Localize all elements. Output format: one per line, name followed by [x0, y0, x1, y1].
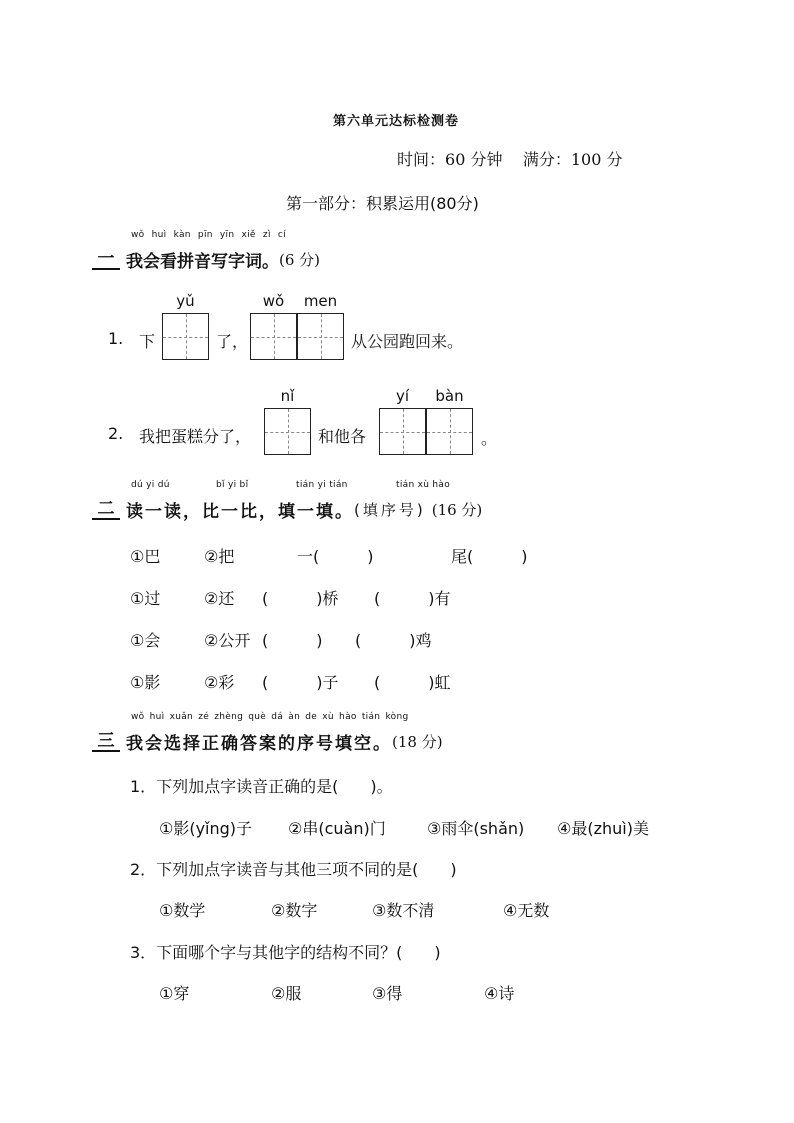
section3-title: 我会选择正确答案的序号填空。	[126, 734, 392, 754]
q1-writing-box-1[interactable]	[162, 313, 209, 360]
q2-writing-box-3[interactable]	[426, 408, 473, 455]
q1-pinyin-2a: wǒ	[262, 292, 285, 310]
s3-q2-opt3[interactable]: ③数不清	[372, 901, 435, 920]
section2-badge: 二	[92, 500, 120, 520]
q2-pinyin-1: nǐ	[280, 387, 295, 405]
section2-title: 读一读，比一比，填一填。	[126, 502, 354, 522]
section2-score: (16 分)	[431, 501, 483, 519]
section1-heading	[92, 247, 320, 272]
section1-score: (6 分)	[279, 251, 321, 269]
section1-title: 我会看拼音写字词。	[126, 252, 279, 272]
q2-suffix: 。	[481, 429, 498, 448]
s3-q1-opt4[interactable]: ④最(zhuì)美	[557, 819, 649, 838]
s2-row1-d[interactable]: 尾( )	[451, 547, 528, 566]
q1-number: 1.	[108, 329, 124, 348]
time-value: 60	[445, 150, 466, 169]
s2-row2-d[interactable]: ( )有	[374, 589, 451, 608]
s3-q2-opt2[interactable]: ②数字	[271, 901, 318, 920]
s3-q3-opt2[interactable]: ②服	[271, 984, 302, 1003]
s3-q3-opt3[interactable]: ③得	[372, 984, 403, 1003]
s2-row4-a: ①影	[130, 673, 161, 692]
s2-row3-d[interactable]: ( )鸡	[355, 631, 432, 650]
part-title: 第一部分：积累运用(80分)	[286, 194, 479, 213]
score-value: 100	[570, 150, 602, 169]
section2-pinyin-1: dú yi dú	[131, 480, 170, 490]
section3-pinyin: wǒ huì xuǎn zé zhèng què dá àn de xù hào tián kòng	[131, 712, 409, 722]
time-label: 时间：	[397, 150, 446, 169]
score-label: 满分：	[522, 150, 571, 169]
q1-middle: 了，	[216, 332, 249, 351]
s2-row1-c[interactable]: 一( )	[297, 547, 374, 566]
section3-heading	[92, 729, 443, 754]
score-unit: 分	[606, 150, 623, 169]
s3-q2-opt1[interactable]: ①数学	[159, 901, 206, 920]
s3-q1-opt3[interactable]: ③雨伞(shǎn)	[427, 819, 525, 838]
s2-row1-a: ①巴	[130, 547, 161, 566]
s3-q3-opt4[interactable]: ④诗	[484, 984, 515, 1003]
section1-pinyin: wǒ huì kàn pīn yīn xiě zì cí	[131, 230, 286, 240]
q1-writing-box-3[interactable]	[297, 313, 344, 360]
q2-middle: 和他各	[318, 427, 367, 446]
s3-q1-opt2[interactable]: ②串(cuàn)门	[288, 819, 386, 838]
s3-q2-opt4[interactable]: ④无数	[503, 901, 550, 920]
s2-row3-c[interactable]: ( )	[262, 631, 323, 650]
section2-pinyin-4: tián xù hào	[396, 480, 451, 490]
s2-row4-d[interactable]: ( )虹	[374, 673, 451, 692]
section2-hint: (填序号)	[354, 501, 426, 519]
section3-score: (18 分)	[392, 733, 443, 751]
s3-q3-opt1[interactable]: ①穿	[159, 984, 190, 1003]
s2-row4-c[interactable]: ( )子	[262, 673, 339, 692]
s2-row4-b: ②彩	[204, 673, 235, 692]
q2-writing-box-2[interactable]	[379, 408, 426, 455]
s2-row2-b: ②还	[204, 589, 235, 608]
q1-writing-box-2[interactable]	[250, 313, 297, 360]
q1-pinyin-2b: men	[303, 292, 338, 310]
q1-pinyin-1: yǔ	[176, 292, 195, 310]
q1-prefix: 下	[139, 332, 156, 351]
section1-badge: 一	[92, 250, 120, 270]
s2-row2-a: ①过	[130, 589, 161, 608]
s2-row3-b: ②公开	[204, 631, 251, 650]
s2-row2-c[interactable]: ( )桥	[262, 589, 339, 608]
q1-suffix: 从公园跑回来。	[351, 332, 464, 351]
q2-writing-box-1[interactable]	[264, 408, 311, 455]
s2-row3-a: ①会	[130, 631, 161, 650]
q2-pinyin-2b: bàn	[435, 387, 464, 405]
section2-pinyin-2: bǐ yi bǐ	[216, 480, 249, 490]
q2-prefix: 我把蛋糕分了，	[139, 427, 252, 446]
section3-badge: 三	[92, 732, 120, 752]
s3-q3-stem: 3．下面哪个字与其他字的结构不同？( )	[130, 943, 441, 962]
q2-number: 2.	[108, 424, 124, 443]
s2-row1-b: ②把	[204, 547, 235, 566]
section2-pinyin-3: tián yi tián	[296, 480, 348, 490]
section2-heading	[92, 497, 482, 522]
time-limit	[397, 147, 623, 170]
s3-q2-stem: 2．下列加点字读音与其他三项不同的是( )	[130, 860, 457, 879]
s3-q1-opt1[interactable]: ①影(yǐng)子	[159, 819, 253, 838]
s3-q1-stem: 1．下列加点字读音正确的是( )。	[130, 777, 393, 796]
q2-pinyin-2a: yí	[395, 387, 410, 405]
exam-title: 第六单元达标检测卷	[333, 114, 460, 129]
time-unit: 分钟	[470, 150, 503, 169]
